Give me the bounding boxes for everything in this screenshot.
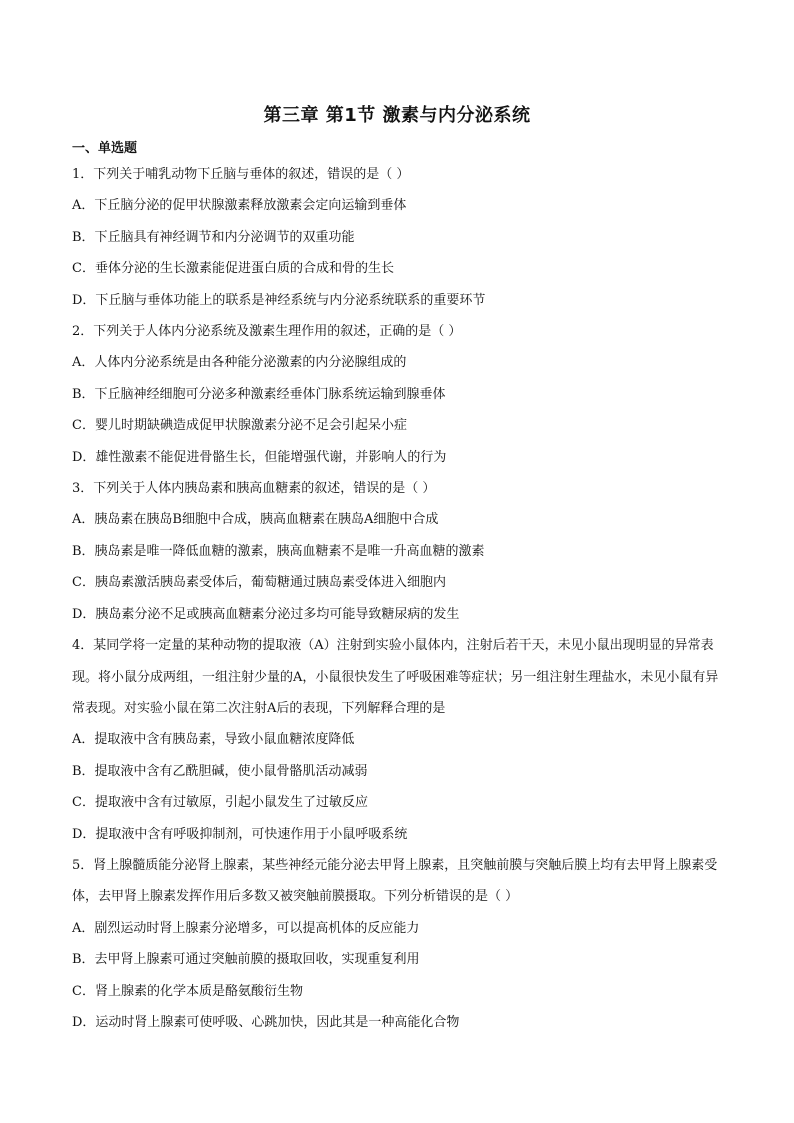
question-stem: 3．下列关于人体内胰岛素和胰高血糖素的叙述，错误的是（ ）: [72, 481, 436, 497]
option-a: A．人体内分泌系统是由各种能分泌激素的内分泌腺组成的: [72, 355, 407, 371]
option-d: D．提取液中含有呼吸抑制剂，可快速作用于小鼠呼吸系统: [72, 826, 408, 842]
question-1: [72, 159, 722, 316]
option-c: C．提取液中含有过敏原，引起小鼠发生了过敏反应: [72, 795, 368, 811]
question-3: [72, 473, 722, 630]
option-b: B．下丘脑具有神经调节和内分泌调节的双重功能: [72, 229, 355, 245]
question-5: [72, 850, 722, 1038]
document-title: 第三章 第1节 激素与内分泌系统: [263, 105, 531, 126]
option-b: B．去甲肾上腺素可通过突触前膜的摄取回收，实现重复利用: [72, 952, 420, 968]
option-c: C．垂体分泌的生长激素能促进蛋白质的合成和骨的生长: [72, 261, 394, 277]
option-c: C．肾上腺素的化学本质是酪氨酸衍生物: [72, 983, 303, 999]
question-4: [72, 630, 722, 850]
option-b: B．胰岛素是唯一降低血糖的激素，胰高血糖素不是唯一升高血糖的激素: [72, 543, 485, 559]
option-a: A．下丘脑分泌的促甲状腺激素释放激素会定向运输到垂体: [72, 198, 407, 214]
option-b: B．提取液中含有乙酰胆碱，使小鼠骨骼肌活动减弱: [72, 763, 368, 779]
option-d: D．胰岛素分泌不足或胰高血糖素分泌过多均可能导致糖尿病的发生: [72, 606, 460, 622]
option-a: A．剧烈运动时肾上腺素分泌增多，可以提高机体的反应能力: [72, 920, 420, 936]
question-stem: 2．下列关于人体内分泌系统及激素生理作用的叙述，正确的是（ ）: [72, 324, 462, 340]
section-heading: 一、单选题: [72, 141, 138, 156]
option-d: D．下丘脑与垂体功能上的联系是神经系统与内分泌系统联系的重要环节: [72, 292, 486, 308]
question-stem: 4．某同学将一定量的某种动物的提取液（A）注射到实验小鼠体内，注射后若干天，未见小鼠出现明显的异常表现。将小鼠分成两组，一组注射少量的A，小鼠很快发生了呼吸困难等症状；另一组注射生理盐水，未见小鼠有异常表现。对实验小鼠在第二次注射A后的表现，下列解释合理的是: [72, 638, 719, 716]
option-b: B．下丘脑神经细胞可分泌多种激素经垂体门脉系统运输到腺垂体: [72, 386, 446, 402]
question-stem: 5．肾上腺髓质能分泌肾上腺素，某些神经元能分泌去甲肾上腺素，且突触前膜与突触后膜上均有去甲肾上腺素受体，去甲肾上腺素发挥作用后多数又被突触前膜摄取。下列分析错误的是（ ）: [72, 857, 718, 905]
option-d: D．雄性激素不能促进骨骼生长，但能增强代谢，并影响人的行为: [72, 449, 447, 465]
option-d: D．运动时肾上腺素可使呼吸、心跳加快，因此其是一种高能化合物: [72, 1014, 460, 1030]
option-c: C．婴儿时期缺碘造成促甲状腺激素分泌不足会引起呆小症: [72, 418, 407, 434]
question-2: [72, 316, 722, 473]
question-stem: 1．下列关于哺乳动物下丘脑与垂体的叙述，错误的是（ ）: [72, 167, 410, 182]
option-a: A．胰岛素在胰岛B细胞中合成，胰高血糖素在胰岛A细胞中合成: [72, 512, 439, 528]
option-a: A．提取液中含有胰岛素，导致小鼠血糖浓度降低: [72, 732, 355, 748]
option-c: C．胰岛素激活胰岛素受体后，葡萄糖通过胰岛素受体进入细胞内: [72, 575, 446, 591]
question-list: [72, 159, 722, 1038]
